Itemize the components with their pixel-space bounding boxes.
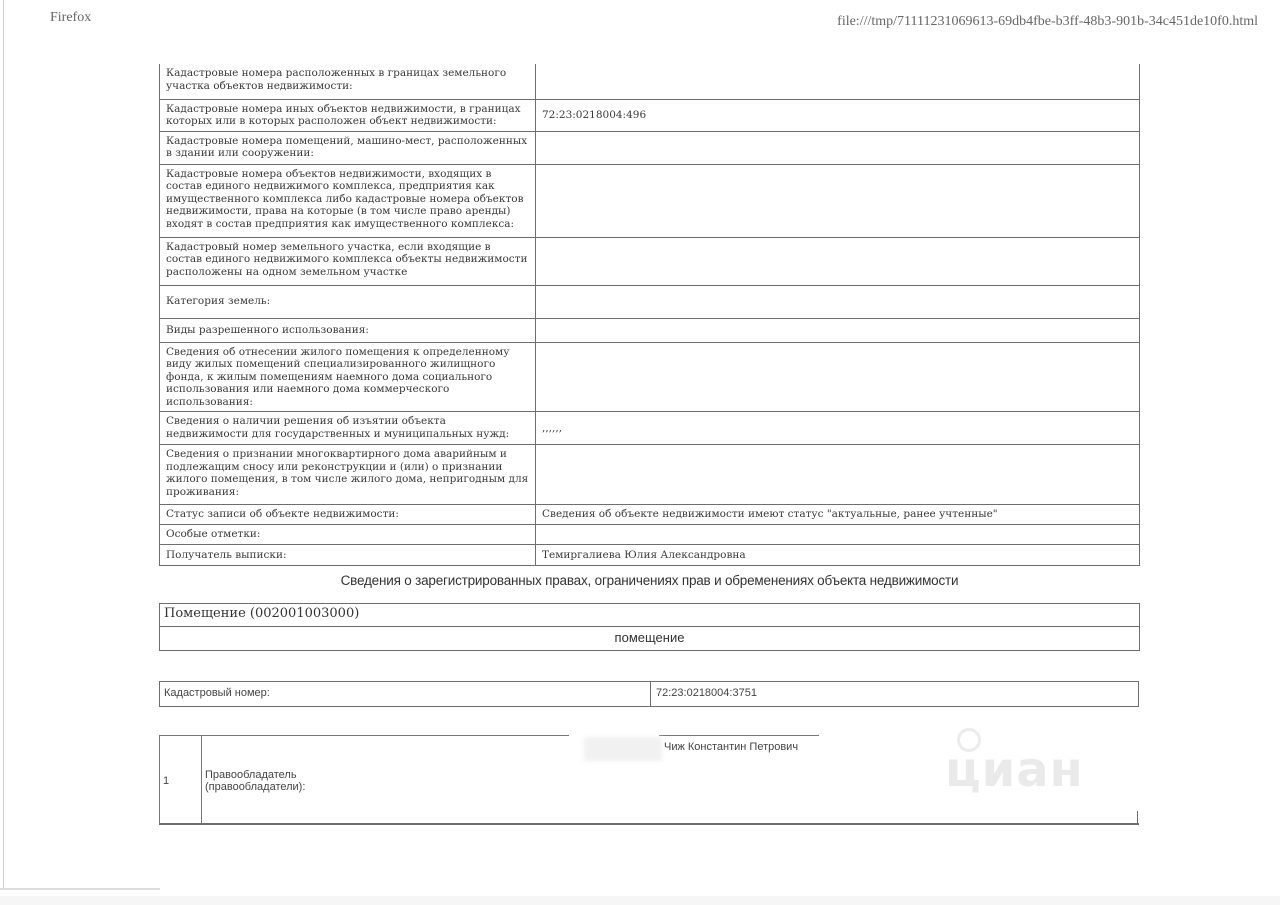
row-label: Сведения об отнесении жилого помещения к определенному виду жилых помещений специализированного жилищного фонда, к жилым помещениям наемного дома социального использования или наемного дома коммерческого использования: xyxy=(160,342,536,412)
owner-border-top xyxy=(159,735,569,736)
cadastral-divider xyxy=(650,682,651,706)
print-header-app-name: Firefox xyxy=(50,10,92,25)
owner-row-number: 1 xyxy=(163,775,170,787)
owner-label xyxy=(205,769,305,793)
row-value: 72:23:0218004:496 xyxy=(536,99,1140,131)
row-label: Сведения о признании многоквартирного дома аварийным и подлежащим сносу или реконструкции и (или) о признании жилого помещения, в том числе жилого дома, непригодным для проживания: xyxy=(160,445,536,505)
row-label: Кадастровые номера объектов недвижимости, входящих в состав единого недвижимого комплекса, предприятия как имущественного комплекса либо кадастровые номера объектов недвижимости, права на которые (в том числе право аренды) входят в состав предприятия как имущественного комплекса: xyxy=(160,164,536,237)
owner-border-right xyxy=(1137,811,1138,824)
row-value: Сведения об объекте недвижимости имеют статус "актуальные, ранее учтенные" xyxy=(536,505,1140,525)
object-details-table xyxy=(159,64,1140,566)
row-value xyxy=(536,64,1140,99)
row-label: Особые отметки: xyxy=(160,525,536,545)
row-value xyxy=(536,342,1140,412)
table-row xyxy=(160,237,1140,285)
owner-border-inner xyxy=(201,735,202,823)
page-left-edge xyxy=(3,0,4,890)
redacted-area xyxy=(584,737,662,761)
row-value: ,,,,,, xyxy=(536,412,1140,445)
row-label: Категория земель: xyxy=(160,285,536,318)
table-row xyxy=(160,99,1140,131)
room-subtitle: помещение xyxy=(614,630,685,645)
row-label: Виды разрешенного использования: xyxy=(160,318,536,342)
room-title: Помещение (002001003000) xyxy=(164,606,360,621)
owner-name: Чиж Константин Петрович xyxy=(664,741,799,753)
row-label: Кадастровые номера помещений, машино-мест, расположенных в здании или сооружении: xyxy=(160,131,536,164)
print-header-url: file:///tmp/71111231069613-69db4fbe-b3ff-48b3-901b-34c451de10f0.html xyxy=(837,14,1258,29)
table-row xyxy=(160,164,1140,237)
table-row xyxy=(160,505,1140,525)
row-value xyxy=(536,318,1140,342)
row-label: Сведения о наличии решения об изъятии объекта недвижимости для государственных и муниципальных нужд: xyxy=(160,412,536,445)
row-value xyxy=(536,131,1140,164)
owner-border-top-right xyxy=(659,735,819,736)
table-row xyxy=(160,545,1140,566)
owner-border-left xyxy=(159,735,160,823)
row-label: Кадастровые номера иных объектов недвижимости, в границах которых или в которых расположен объект недвижимости: xyxy=(160,99,536,131)
row-label: Статус записи об объекте недвижимости: xyxy=(160,505,536,525)
row-label: Получатель выписки: xyxy=(160,545,536,566)
row-label: Кадастровый номер земельного участка, если входящие в состав единого недвижимого комплекса объекты недвижимости расположены на одном земельном участке xyxy=(160,237,536,285)
room-divider xyxy=(160,626,1139,627)
table-row xyxy=(160,131,1140,164)
row-value xyxy=(536,285,1140,318)
owner-border-bottom xyxy=(159,823,1139,825)
row-value xyxy=(536,445,1140,505)
cian-watermark xyxy=(945,728,1145,808)
row-value xyxy=(536,525,1140,545)
table-row xyxy=(160,412,1140,445)
owner-label-line1: Правообладатель xyxy=(205,769,297,781)
owner-label-line2: (правообладатели): xyxy=(205,781,306,793)
table-row xyxy=(160,318,1140,342)
table-row xyxy=(160,285,1140,318)
room-box xyxy=(159,603,1140,651)
page-bottom-edge xyxy=(0,888,160,890)
page-bottom-band xyxy=(0,896,1280,905)
cadastral-number-label: Кадастровый номер: xyxy=(164,687,270,699)
cadastral-number-row xyxy=(159,681,1139,707)
table-row xyxy=(160,342,1140,412)
table-row xyxy=(160,525,1140,545)
row-value: Темиргалиева Юлия Александровна xyxy=(536,545,1140,566)
row-value xyxy=(536,237,1140,285)
watermark-text: циан xyxy=(945,742,1084,798)
cadastral-number-value: 72:23:0218004:3751 xyxy=(656,687,757,699)
table-row xyxy=(160,64,1140,99)
rights-section-title: Сведения о зарегистрированных правах, ограничениях прав и обременениях объекта недвижимости xyxy=(340,573,959,588)
table-row xyxy=(160,445,1140,505)
row-label: Кадастровые номера расположенных в границах земельного участка объектов недвижимости: xyxy=(160,64,536,99)
row-value xyxy=(536,164,1140,237)
